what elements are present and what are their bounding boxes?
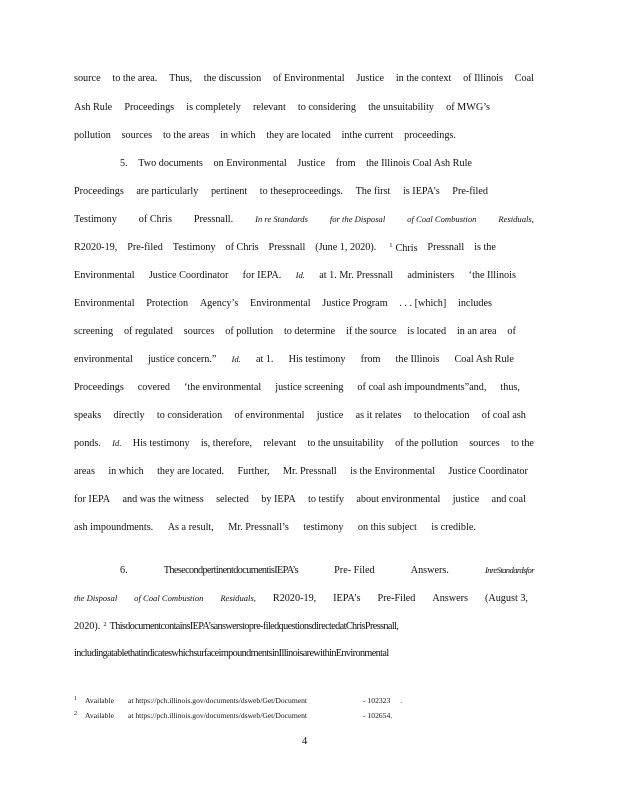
text: source (74, 73, 101, 84)
text: . . . [which] (399, 298, 447, 309)
text: speaks (74, 410, 102, 421)
case-citation-italic: InreStandardsfor (485, 565, 534, 575)
text: Justice Coordinator (448, 466, 528, 477)
text: ash impoundments. (74, 522, 154, 533)
text: on this subject (357, 522, 417, 533)
text: sources (121, 130, 153, 141)
text: IEPA’s (333, 593, 361, 604)
footnote-reference-2[interactable]: 2 (103, 621, 107, 628)
footnote-reference-1[interactable]: 1 (389, 242, 393, 249)
text: for IEPA (74, 494, 111, 505)
text: and was the witness (122, 494, 204, 505)
text: at 1. (255, 354, 274, 365)
text: Proceedings (74, 382, 124, 393)
text: R2020-19, (272, 593, 317, 604)
text: at 1. Mr. Pressnall (319, 270, 394, 281)
id-citation-italic: Id. (231, 354, 241, 364)
body-line-17 (74, 522, 476, 533)
text: relevant (252, 102, 286, 113)
text: of MWG’s (446, 102, 490, 113)
text: Pressnall. (193, 214, 234, 225)
body-line-9 (74, 298, 492, 309)
text: from (360, 354, 381, 365)
case-citation-italic: of Coal Combustion (134, 593, 204, 603)
text: the unsuitability (368, 102, 434, 113)
page-number: 4 (302, 736, 308, 747)
text: Available (85, 696, 114, 705)
text: Pre-Filed (377, 593, 416, 604)
paragraph-number: 6. (120, 565, 128, 576)
text: Testimony (172, 242, 216, 253)
text: Answers (432, 593, 469, 604)
text: Pre-filed (127, 242, 163, 253)
text: in which (220, 130, 256, 141)
text: Justice (297, 158, 326, 169)
text: Environmental (74, 298, 135, 309)
text: is the Environmental (350, 466, 436, 477)
paragraph-5-first-line (120, 158, 472, 169)
body-line-2 (74, 102, 490, 113)
body-line-3 (74, 130, 456, 141)
text: Proceedings (124, 102, 175, 113)
text: is, therefore, (200, 438, 253, 449)
text: of the pollution (395, 438, 458, 449)
id-citation-italic: Id. (295, 270, 305, 280)
text: they are located. (157, 466, 225, 477)
body-line-21 (74, 648, 534, 659)
text: Environmental (250, 298, 311, 309)
text: on Environmental (213, 158, 287, 169)
text: ‘the environmental (184, 382, 262, 393)
text: to the (511, 438, 534, 449)
text: inthe current (341, 130, 394, 141)
text: Mr. Pressnall (282, 466, 337, 477)
text: in an area (456, 326, 497, 337)
case-citation-italic: Residuals, (498, 214, 534, 224)
text: justice (452, 494, 480, 505)
text: directly (113, 410, 145, 421)
case-citation-italic: of Coal Combustion (407, 214, 477, 224)
text: Pressnall (427, 242, 465, 253)
text: as it relates (355, 410, 402, 421)
text: to thelocation (413, 410, 470, 421)
text: by IEPA (261, 494, 296, 505)
text: Further, (237, 466, 270, 477)
document-number: - 102323 (363, 696, 391, 705)
text: covered (137, 382, 171, 393)
text: to considering (297, 102, 356, 113)
text: of coal ash (481, 410, 526, 421)
text: Proceedings (74, 186, 124, 197)
text: Available (85, 711, 114, 720)
text: Chris (395, 243, 418, 254)
text: the Illinois (395, 354, 440, 365)
text: relevant (263, 438, 297, 449)
text: Environmental (74, 270, 135, 281)
text: ‘the Illinois (468, 270, 516, 281)
text: Coal Ash Rule (454, 354, 514, 365)
text: includingatablethatindicateswhichsurfaceimpoundmentsinIllinoisarewithinEnvironmental (74, 648, 389, 659)
text: Protection (146, 298, 189, 309)
body-line-12 (74, 382, 520, 393)
case-citation-italic: In re Standards (255, 214, 308, 224)
text: of Illinois (463, 73, 503, 84)
text: in which (108, 466, 144, 477)
text: R2020-19, (74, 242, 118, 253)
footnote-1 (74, 696, 402, 705)
footnote-url[interactable]: at https://pch.illinois.gov/documents/dsweb/Get/Document (127, 696, 308, 705)
text: of regulated (123, 326, 173, 337)
paragraph-number: 5. (120, 158, 128, 169)
text: pertinent (210, 186, 248, 197)
text: of coal ash impoundments”and, (357, 382, 487, 393)
text: The first (355, 186, 391, 197)
case-citation-italic: the Disposal (74, 593, 118, 603)
text: ThisdocumentcontainsIEPA’sanswerstopre-filedquestionsdirectedatChrisPressnall, (109, 621, 399, 632)
text: Pressnall (268, 242, 306, 253)
body-line-19 (74, 593, 528, 604)
text: the Illinois Coal Ash Rule (366, 158, 472, 169)
text: As a result, (167, 522, 214, 533)
text: to the area. (112, 73, 158, 84)
text: Justice Coordinator (148, 270, 229, 281)
text: ponds. (74, 438, 101, 449)
case-citation-italic: for the Disposal (329, 214, 386, 224)
text: to testify (308, 494, 344, 505)
text: administers (407, 270, 455, 281)
text: Justice (356, 73, 385, 84)
body-line-15 (74, 466, 528, 477)
body-line-13 (74, 410, 526, 421)
body-line-10 (74, 326, 516, 337)
body-line-6 (74, 214, 534, 225)
body-line-16 (74, 494, 526, 505)
footnote-mark: 2 (74, 711, 77, 717)
body-line-11 (74, 354, 514, 365)
text: of Chris (225, 242, 259, 253)
text: thus, (500, 382, 520, 393)
text: justice concern.” (147, 354, 217, 365)
text: is the (474, 242, 496, 253)
text: of Chris (138, 214, 172, 225)
text: to theseproceedings. (259, 186, 343, 197)
text: for IEPA. (242, 270, 282, 281)
text: to the areas (162, 130, 210, 141)
text: about environmental (356, 494, 441, 505)
paragraph-6-first-line (120, 565, 534, 576)
text: is completely (186, 102, 241, 113)
text: Answers. (410, 565, 449, 576)
text: Testimony (74, 214, 117, 225)
text: proceedings. (404, 130, 456, 141)
text: if the source (346, 326, 397, 337)
case-citation-italic: Residuals, (220, 593, 256, 603)
body-line-8 (74, 270, 516, 281)
text: ThesecondpertinentdocumentisIEPA’s (163, 565, 299, 576)
text: is IEPA’s (402, 186, 440, 197)
text: Ash Rule (74, 102, 113, 113)
body-line-20 (74, 621, 534, 632)
body-line-7 (74, 242, 496, 254)
text: are particularly (136, 186, 199, 197)
text: is credible. (431, 522, 476, 533)
text: justice (316, 410, 344, 421)
id-citation-italic: Id. (112, 438, 122, 448)
text: His testimony (132, 438, 190, 449)
text: includes (458, 298, 492, 309)
text: of (507, 326, 516, 337)
text: screening (74, 326, 114, 337)
text: Pre-filed (452, 186, 488, 197)
body-line-1 (74, 73, 534, 84)
body-line-5 (74, 186, 488, 197)
document-number: - 102654. (363, 711, 393, 720)
text: is located (407, 326, 447, 337)
text: . (400, 696, 403, 705)
body-line-14 (74, 438, 534, 449)
text: and coal (491, 494, 526, 505)
text: 2020). (74, 621, 101, 632)
text: environmental (74, 354, 133, 365)
text: testimony (303, 522, 344, 533)
text: Thus, (169, 73, 193, 84)
text: Mr. Pressnall’s (228, 522, 289, 533)
text: of pollution (225, 326, 274, 337)
text: Agency’s (199, 298, 239, 309)
text: (June 1, 2020). (315, 242, 377, 253)
text: pollution (74, 130, 111, 141)
text: sources (469, 438, 500, 449)
text: of environmental (234, 410, 305, 421)
text: Two documents (138, 158, 203, 169)
text: Coal (514, 73, 534, 84)
text: to consideration (156, 410, 223, 421)
text: of Environmental (273, 73, 345, 84)
text: (August 3, (484, 593, 528, 604)
text: from (335, 158, 356, 169)
text: to the unsuitability (307, 438, 384, 449)
text: justice screening (275, 382, 344, 393)
text: sources (183, 326, 215, 337)
text: the discussion (203, 73, 262, 84)
text: areas (74, 466, 95, 477)
text: Pre- Filed (334, 565, 375, 576)
text: to determine (283, 326, 336, 337)
text: selected (216, 494, 249, 505)
footnote-2 (74, 711, 392, 720)
text: they are located (266, 130, 331, 141)
text: His testimony (288, 354, 346, 365)
footnote-url[interactable]: at https://pch.illinois.gov/documents/dsweb/Get/Document (127, 711, 308, 720)
footnote-mark: 1 (74, 696, 77, 702)
text: Justice Program (322, 298, 388, 309)
text: in the context (395, 73, 452, 84)
